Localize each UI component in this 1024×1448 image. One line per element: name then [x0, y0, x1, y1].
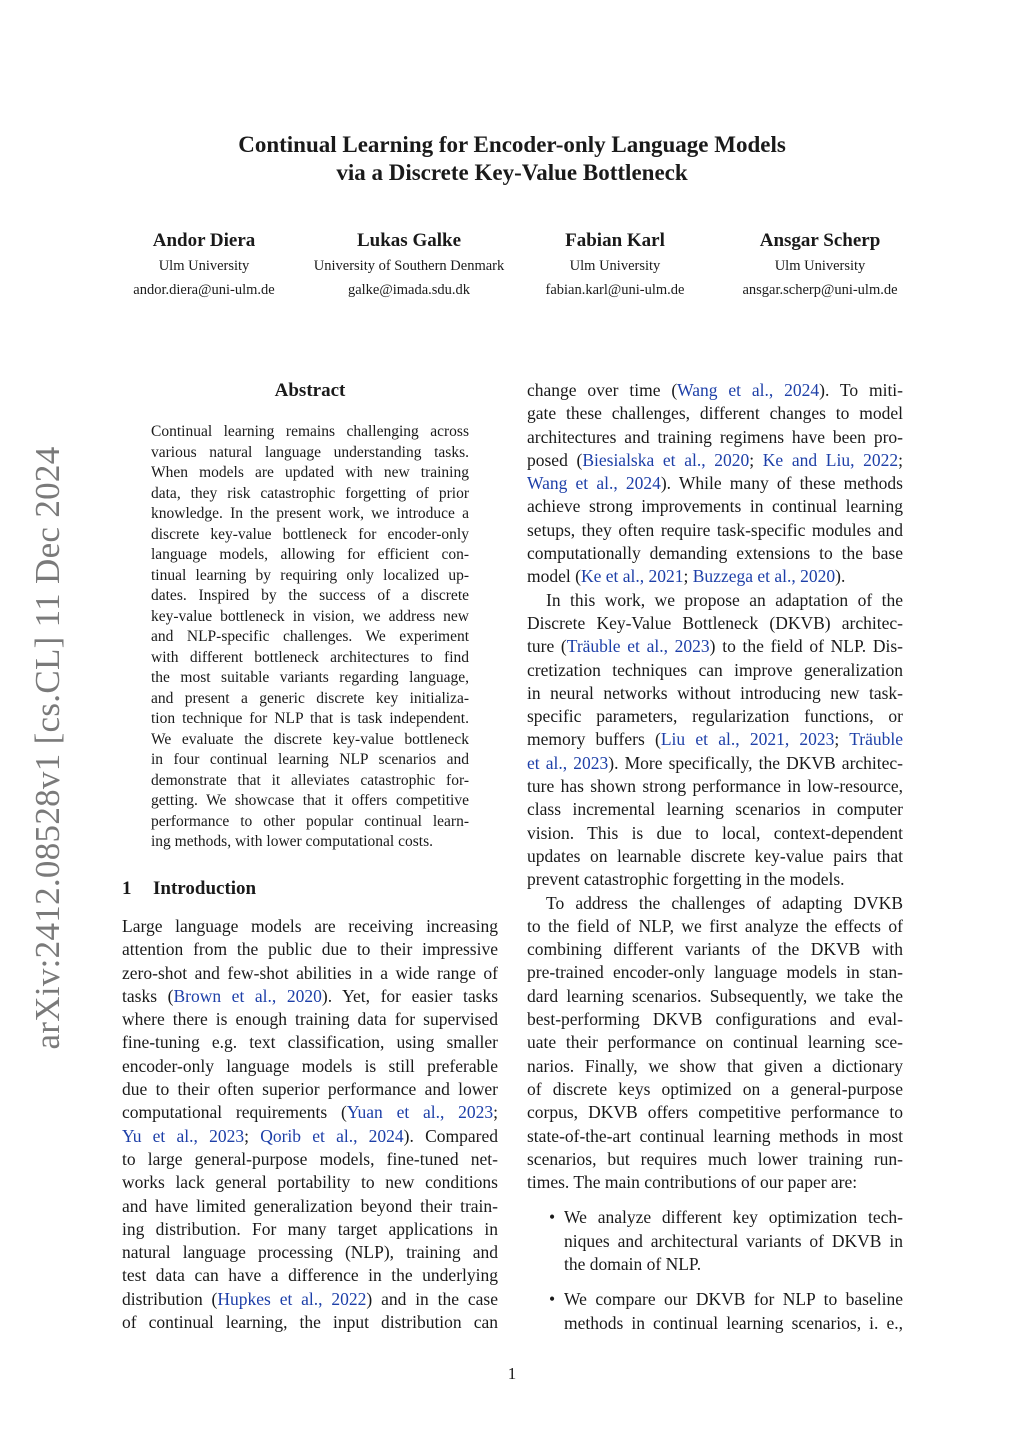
text-line: ing distribution. For many target applications in [122, 1218, 498, 1239]
text-line: achieve strong improvements in continual learning [527, 496, 903, 517]
author-affiliation: Ulm University [774, 258, 866, 274]
abstract-line: language models, allowing for efficient con- [151, 546, 469, 563]
text-line: works lack general portability to new conditions [122, 1172, 498, 1193]
bullet-line: We analyze different key optimization tech- [564, 1207, 903, 1228]
text-segment: computational requirements ( [122, 1102, 347, 1123]
citation-link[interactable]: Träuble et al., 2023 [566, 636, 710, 657]
text-line: and have limited generalization beyond their train- [122, 1195, 498, 1216]
abstract-line: demonstrate that it alleviates catastrophic for- [151, 771, 469, 789]
bullet-line: methods in continual learning scenarios, i. e., [564, 1312, 903, 1333]
author-affiliation: Ulm University [569, 258, 661, 274]
text-segment: ). [835, 566, 846, 587]
text-line [527, 449, 903, 472]
citation-link[interactable]: et al., 2023 [527, 752, 609, 773]
bullet-marker: • [549, 1289, 556, 1310]
abstract-line: performance to other popular continual learn- [151, 812, 469, 830]
text-line: architectures and training regimens have been pro- [527, 426, 903, 447]
citation-link[interactable]: Brown et al., 2020 [173, 985, 322, 1006]
text-segment: distribution ( [122, 1288, 218, 1309]
citation-link[interactable]: Yu et al., 2023 [122, 1125, 245, 1146]
text-segment: ). To miti- [819, 380, 903, 400]
citation-link[interactable]: Träuble [849, 729, 904, 750]
section-number: 1 [122, 878, 132, 899]
text-line: scenarios, but requires much lower training run- [527, 1148, 903, 1169]
bullet-line: We compare our DKVB for NLP to baseline [564, 1289, 903, 1310]
text-line [122, 985, 498, 1008]
author-affiliation: Ulm University [158, 258, 250, 274]
citation-link[interactable]: Wang et al., 2024 [527, 473, 661, 494]
text-line: zero-shot and few-shot abilities in a wide range of [122, 962, 498, 983]
author-4 [742, 229, 897, 299]
paper-title-line-2: via a Discrete Key-Value Bottleneck [336, 160, 688, 185]
author-name: Ansgar Scherp [759, 230, 881, 251]
text-line: due to their often superior performance and lower [122, 1079, 498, 1100]
abstract-line: tinual learning by requiring only localized up- [151, 566, 469, 584]
abstract-line: and NLP-specific challenges. We experiment [151, 628, 469, 645]
text-segment: ; [683, 566, 693, 587]
abstract-line: various natural language understanding tasks. [151, 443, 469, 461]
author-affiliation: University of Southern Denmark [313, 258, 505, 274]
section-heading-introduction [122, 877, 256, 901]
text-line: corpus, DKVB offers competitive performance to [527, 1102, 903, 1123]
contribution-bullet [527, 1206, 903, 1276]
citation-link[interactable]: Qorib et al., 2024 [260, 1125, 404, 1146]
citation-link[interactable]: Hupkes et al., 2022 [217, 1288, 367, 1309]
bullet-line: niques and architectural variants of DKVB in [564, 1230, 903, 1251]
author-email: fabian.karl@uni-ulm.de [545, 282, 685, 298]
section-title: Introduction [153, 878, 257, 899]
abstract-body [151, 422, 469, 853]
text-line: narios. Finally, we show that given a dictionary [527, 1055, 903, 1076]
text-line: to the field of NLP, we first analyze the effects of [527, 915, 903, 936]
text-line [527, 472, 903, 495]
citation-link[interactable]: Liu et al., 2021, 2023 [660, 729, 835, 750]
abstract-line: discrete key-value bottleneck for encoder-only [151, 525, 469, 543]
text-line: pre-trained encoder-only language models in stan- [527, 962, 903, 983]
paragraph [527, 589, 903, 892]
spacer [527, 1276, 903, 1288]
abstract-line: the most suitable variants regarding language, [151, 669, 469, 686]
text-line: cretization techniques can improve generalization [527, 659, 903, 680]
text-segment: ) to the field of NLP. Dis- [709, 636, 903, 657]
abstract-line: data, they risk catastrophic forgetting of prior [151, 484, 469, 502]
text-line: of continual learning, the input distribution can [122, 1312, 498, 1333]
text-line: vision. This is due to local, context-dependent [527, 822, 903, 843]
text-segment: ; [834, 729, 850, 750]
text-segment: posed ( [527, 449, 583, 470]
text-line [527, 379, 903, 402]
author-1 [133, 229, 274, 299]
text-segment: memory buffers ( [527, 729, 661, 750]
abstract-line: knowledge. In the present work, we introduce a [151, 505, 469, 522]
spacer [527, 1194, 903, 1206]
text-line [527, 635, 903, 658]
text-line [527, 728, 903, 751]
text-line: Large language models are receiving increasing [122, 916, 498, 936]
text-line [122, 1101, 498, 1124]
text-segment: tasks ( [122, 985, 174, 1006]
left-column-text [122, 915, 498, 1334]
author-3 [546, 229, 685, 299]
text-segment: ; [749, 449, 763, 470]
author-email: ansgar.scherp@uni-ulm.de [742, 282, 898, 298]
citation-link[interactable]: Ke and Liu, 2022 [762, 449, 899, 470]
text-line: of discrete keys optimized on a general-purpose [527, 1078, 903, 1099]
text-line [527, 565, 903, 588]
text-line: in neural networks without introducing new task- [527, 682, 903, 703]
citation-link[interactable]: Yuan et al., 2023 [346, 1102, 494, 1123]
arxiv-identifier: arXiv:2412.08528v1 [cs.CL] 11 Dec 2024 [28, 446, 67, 1050]
paragraph [527, 892, 903, 1195]
text-line [122, 1288, 498, 1311]
text-line: natural language processing (NLP), training and [122, 1242, 498, 1263]
text-line: fine-tuning e.g. text classification, using smaller [122, 1032, 498, 1053]
text-segment: model ( [527, 566, 581, 587]
text-line: encoder-only language models is still preferable [122, 1055, 498, 1076]
contribution-bullet [527, 1288, 903, 1335]
text-line: gate these challenges, different changes to model [527, 403, 903, 424]
text-line: setups, they often require task-specific modules and [527, 519, 903, 540]
abstract-line: and present a generic discrete key initializa- [151, 689, 469, 707]
text-segment: ). Compared [403, 1125, 498, 1146]
text-segment: ; [244, 1125, 261, 1146]
text-line: where there is enough training data for supervised [122, 1009, 498, 1030]
text-line: attention from the public due to their impressive [122, 939, 498, 960]
abstract-line: When models are updated with new training [151, 464, 469, 481]
text-line: ture has shown strong performance in low-resource, [527, 776, 903, 797]
paper-title-line-1: Continual Learning for Encoder-only Language Models [238, 132, 786, 157]
abstract-line: dates. Inspired by the success of a discrete [151, 587, 469, 604]
author-email: andor.diera@uni-ulm.de [133, 282, 275, 298]
author-2 [314, 229, 504, 299]
author-name: Fabian Karl [565, 230, 665, 251]
page-number: 1 [507, 1364, 517, 1383]
author-name: Andor Diera [152, 230, 256, 251]
abstract-line: with different bottleneck architectures to find [151, 648, 469, 666]
text-line: class incremental learning scenarios in computer [527, 799, 903, 820]
text-line: In this work, we propose an adaptation of the [546, 589, 903, 610]
text-segment: change over time ( [527, 380, 678, 400]
text-line: uate their performance on continual learning sce- [527, 1032, 903, 1053]
abstract-line: getting. We showcase that it offers competitive [151, 792, 469, 809]
text-segment: ). While many of these methods [660, 473, 903, 494]
citation-link[interactable]: Buzzega et al., 2020 [692, 566, 836, 587]
text-line: times. The main contributions of our paper are: [527, 1172, 858, 1193]
bullet-line: the domain of NLP. [564, 1253, 702, 1274]
text-line: To address the challenges of adapting DVKB [546, 892, 903, 913]
text-line: test data can have a difference in the underlying [122, 1265, 498, 1286]
text-line: state-of-the-art continual learning methods in most [527, 1125, 903, 1146]
text-line: updates on learnable discrete key-value pairs that [527, 845, 903, 866]
author-name: Lukas Galke [356, 230, 462, 251]
text-segment: ture ( [527, 636, 567, 657]
citation-link[interactable]: Wang et al., 2024 [677, 380, 820, 400]
paper-title [0, 131, 1024, 187]
text-segment: ). Yet, for easier tasks [321, 985, 499, 1006]
text-line: best-performing DKVB configurations and eval- [527, 1009, 903, 1030]
text-segment: ; [493, 1102, 498, 1123]
abstract-line: Continual learning remains challenging across [151, 423, 469, 440]
text-line: dard learning scenarios. Subsequently, we take the [527, 985, 903, 1006]
paragraph [527, 379, 903, 589]
abstract-line: We evaluate the discrete key-value bottleneck [151, 730, 469, 748]
text-line: combining different variants of the DKVB with [527, 939, 903, 960]
text-line: Discrete Key-Value Bottleneck (DKVB) architec- [527, 612, 903, 633]
text-segment: ) and in the case [366, 1288, 498, 1309]
abstract-line: tion technique for NLP that is task independent. [151, 710, 469, 727]
abstract-line: key-value bottleneck in vision, we address new [151, 607, 469, 625]
text-line [122, 1125, 498, 1148]
text-line [527, 752, 903, 775]
abstract-line: in four continual learning NLP scenarios and [151, 751, 469, 768]
abstract-line: ing methods, with lower computational costs. [151, 833, 433, 850]
citation-link[interactable]: Biesialska et al., 2020 [582, 449, 750, 470]
author-email: galke@imada.sdu.dk [347, 282, 471, 298]
bullet-marker: • [549, 1207, 556, 1228]
citation-link[interactable]: Ke et al., 2021 [580, 566, 684, 587]
text-line: computationally demanding extensions to the base [527, 543, 903, 564]
text-line: to large general-purpose models, fine-tuned net- [122, 1148, 498, 1169]
abstract-heading: Abstract [274, 380, 346, 401]
text-segment: ). More specifically, the DKVB architec- [608, 752, 903, 773]
text-segment: ; [898, 449, 903, 470]
text-line: specific parameters, regularization functions, or [527, 706, 903, 727]
right-column-text [527, 379, 903, 1335]
text-line: prevent catastrophic forgetting in the models. [527, 869, 845, 890]
